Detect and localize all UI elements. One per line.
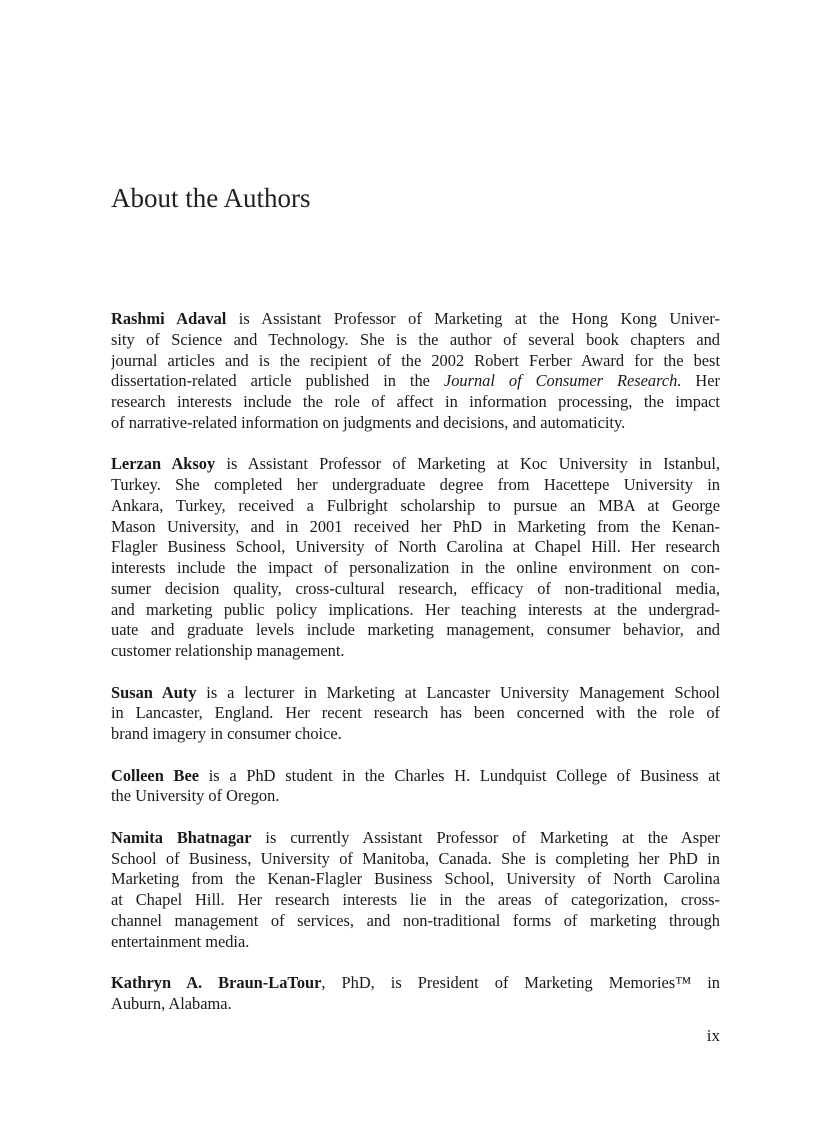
author-name: Rashmi Adaval xyxy=(111,309,227,328)
bio-text: Flagler Business School, University of North Carolina at Chapel Hill. Her research xyxy=(111,537,720,557)
text-line xyxy=(111,620,720,641)
author-bio xyxy=(111,454,720,662)
text-line xyxy=(111,994,720,1015)
author-name: Kathryn A. Braun-LaTour xyxy=(111,973,322,992)
text-line xyxy=(111,351,720,372)
text-line xyxy=(111,932,720,953)
text-line xyxy=(111,766,720,787)
text-line xyxy=(111,496,720,517)
author-bio xyxy=(111,828,720,953)
bio-text: Mason University, and in 2001 received her PhD in Marketing from the Kenan- xyxy=(111,516,720,536)
bio-text: in Lancaster, England. Her recent research has been concerned with the role of xyxy=(111,703,720,723)
author-bio xyxy=(111,973,720,1015)
bio-text: channel management of services, and non-traditional forms of marketing through xyxy=(111,910,720,930)
page-number: ix xyxy=(706,1026,720,1045)
text-line xyxy=(111,849,720,870)
bio-text: Auburn, Alabama. xyxy=(111,993,232,1013)
bio-text: Her xyxy=(681,371,720,391)
bio-text: brand imagery in consumer choice. xyxy=(111,724,342,743)
bio-text: and marketing public policy implications. Her teaching interests at the undergrad- xyxy=(111,599,720,619)
bio-text: interests include the impact of personalization in the online environment on con- xyxy=(111,558,720,577)
text-line xyxy=(111,828,720,849)
bio-text: sity of Science and Technology. She is the author of several book chapters and xyxy=(111,329,720,349)
bio-text: dissertation-related article published in the xyxy=(111,371,444,391)
author-bios xyxy=(111,309,720,1035)
text-line xyxy=(111,371,720,392)
journal-title: Journal of Consumer Research. xyxy=(443,371,682,391)
author-bio xyxy=(111,683,720,745)
text-line xyxy=(111,517,720,538)
text-line xyxy=(111,683,720,704)
text-line xyxy=(111,890,720,911)
bio-text: journal articles and is the recipient of the 2002 Robert Ferber Award for the best xyxy=(111,350,720,370)
text-line xyxy=(111,786,720,807)
bio-text: School of Business, University of Manitoba, Canada. She is completing her PhD in xyxy=(111,848,720,868)
bio-text: is currently Assistant Professor of Marketing at the Asper xyxy=(251,827,720,847)
bio-text: is Assistant Professor of Marketing at the Hong Kong Univer- xyxy=(226,309,720,328)
bio-text: at Chapel Hill. Her research interests lie in the areas of categorization, cross- xyxy=(111,890,720,909)
text-line xyxy=(111,641,720,662)
text-line xyxy=(111,475,720,496)
bio-text: research interests include the role of affect in information processing, the impact xyxy=(111,392,720,411)
author-name: Lerzan Aksoy xyxy=(111,454,216,474)
bio-text: , PhD, is President of Marketing Memories™ in xyxy=(321,973,720,992)
text-line xyxy=(111,911,720,932)
text-line xyxy=(111,724,720,745)
bio-text: is a PhD student in the Charles H. Lundquist College of Business at xyxy=(199,765,720,785)
bio-text: is a lecturer in Marketing at Lancaster University Management School xyxy=(196,682,720,702)
text-line xyxy=(111,413,720,434)
text-line xyxy=(111,454,720,475)
text-line xyxy=(111,392,720,413)
bio-text: uate and graduate levels include marketing management, consumer behavior, and xyxy=(111,620,720,640)
text-line xyxy=(111,330,720,351)
bio-text: Turkey. She completed her undergraduate degree from Hacettepe University in xyxy=(111,475,720,494)
text-line xyxy=(111,973,720,994)
author-bio xyxy=(111,766,720,808)
text-line xyxy=(111,869,720,890)
author-name: Susan Auty xyxy=(111,682,197,702)
text-line xyxy=(111,537,720,558)
bio-text: of narrative-related information on judgments and decisions, and automaticity. xyxy=(111,412,626,432)
author-name: Namita Bhatnagar xyxy=(111,827,252,847)
page-title: About the Authors xyxy=(111,183,311,213)
text-line xyxy=(111,309,720,330)
bio-text: Marketing from the Kenan-Flagler Business School, University of North Carolina xyxy=(111,869,720,889)
bio-text: is Assistant Professor of Marketing at Koc University in Istanbul, xyxy=(215,454,720,474)
bio-text: entertainment media. xyxy=(111,931,250,951)
author-bio xyxy=(111,309,720,434)
bio-text: customer relationship management. xyxy=(111,641,345,660)
bio-text: the University of Oregon. xyxy=(111,786,280,806)
bio-text: Ankara, Turkey, received a Fulbright scholarship to pursue an MBA at George xyxy=(111,495,720,515)
author-name: Colleen Bee xyxy=(111,765,200,785)
text-line xyxy=(111,703,720,724)
text-line xyxy=(111,579,720,600)
bio-text: sumer decision quality, cross-cultural research, efficacy of non-traditional media, xyxy=(111,578,720,598)
text-line xyxy=(111,600,720,621)
text-line xyxy=(111,558,720,579)
